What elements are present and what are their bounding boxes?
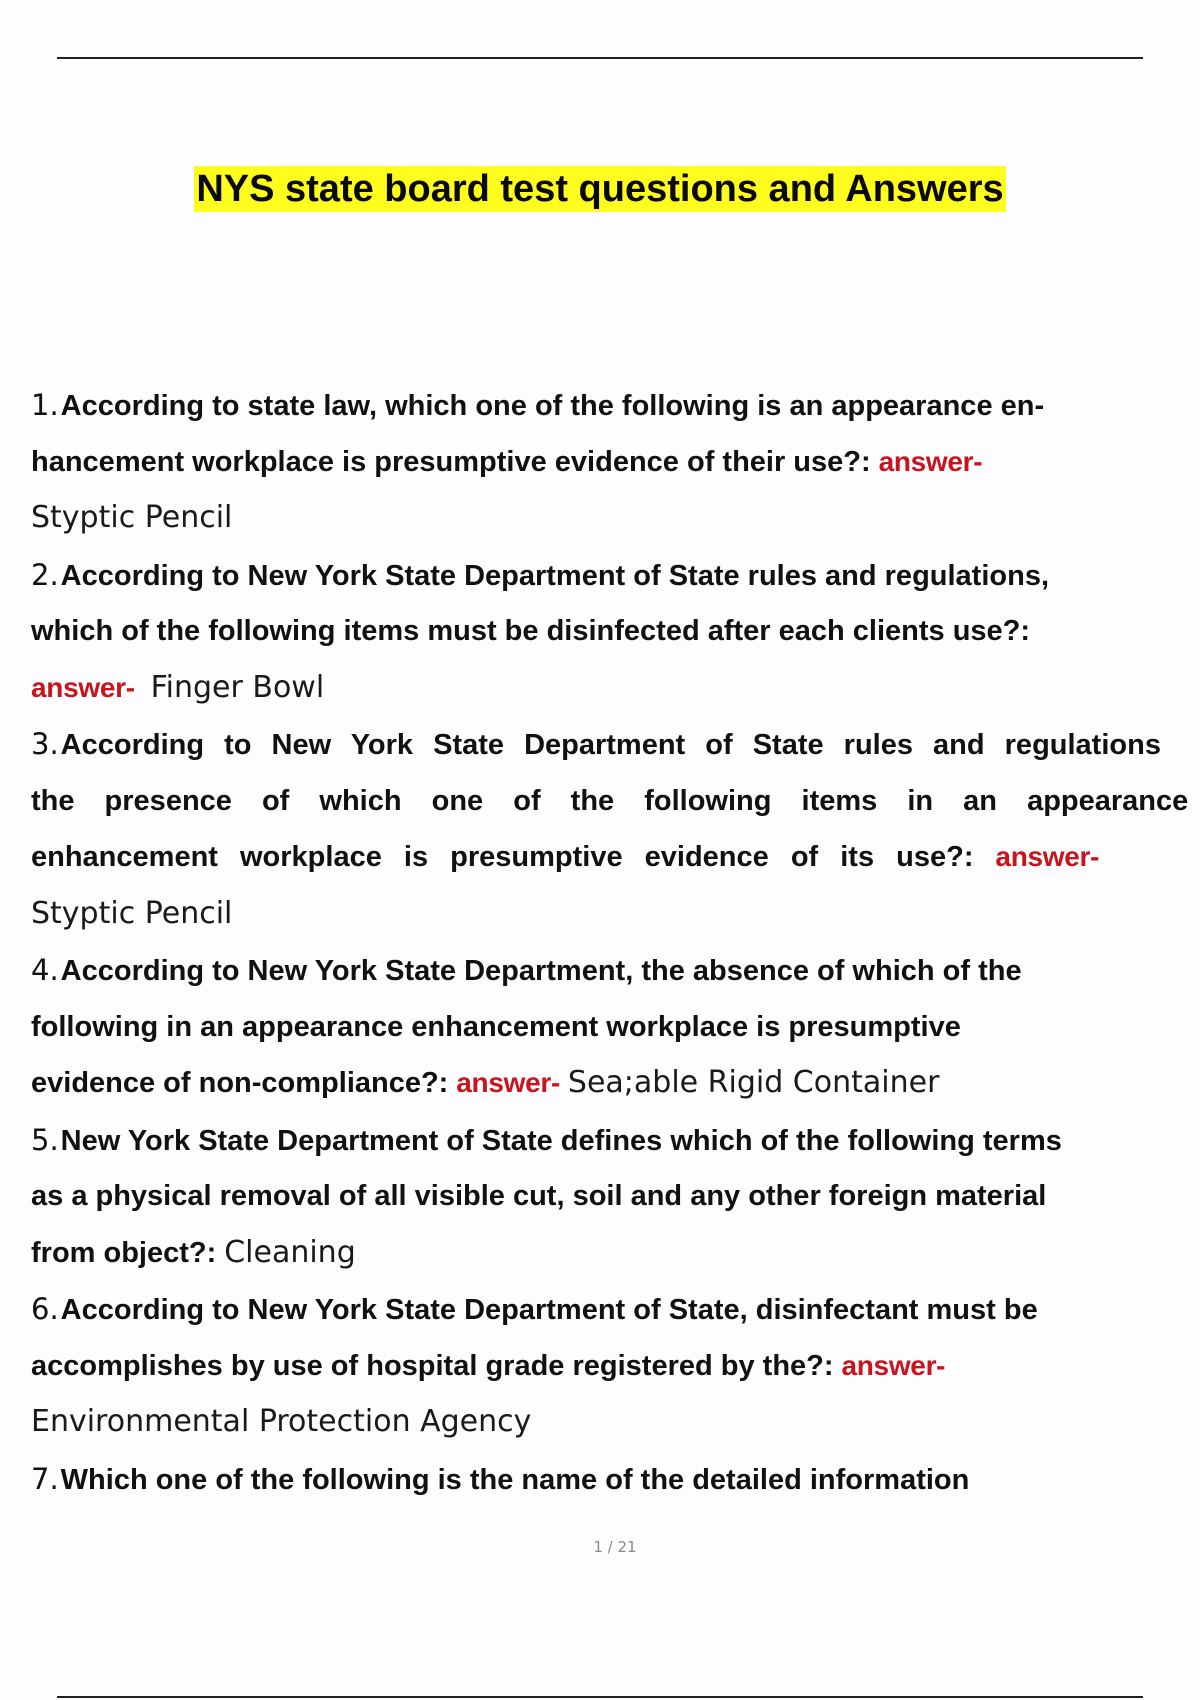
question-number: 2. <box>31 557 59 592</box>
question-number: 4. <box>31 953 59 987</box>
top-rule <box>57 57 1143 59</box>
question-text: as a physical removal of all visible cut, soil and any other foreign material <box>31 1180 1047 1212</box>
answer-label: answer- <box>31 671 135 703</box>
answer-line <box>31 660 1200 717</box>
question-text: the presence of which one of the following items in an appearance <box>31 784 1189 817</box>
question-number: 5. <box>31 1122 59 1157</box>
question-list <box>31 377 1200 1507</box>
answer-text: Cleaning <box>224 1234 356 1270</box>
answer-text: Styptic Pencil <box>31 500 233 535</box>
question-line <box>31 1055 1200 1112</box>
question-item-6 <box>31 1281 1200 1451</box>
question-item-7 <box>31 1451 1200 1508</box>
question-item-1 <box>31 377 1200 547</box>
question-text: According to New York State Department, the absence of which of the <box>60 955 1022 987</box>
answer-text: Finger Bowl <box>150 669 325 705</box>
question-number: 1. <box>31 388 59 422</box>
answer-line <box>31 1394 1200 1451</box>
answer-label: answer- <box>841 1349 946 1381</box>
question-text: which of the following items must be disinfected after each clients use?: <box>31 615 1031 647</box>
question-line <box>31 773 1200 830</box>
question-line <box>31 829 1200 886</box>
question-item-2 <box>31 547 1200 717</box>
answer-text: Environmental Protection Agency <box>31 1404 532 1439</box>
answer-line <box>31 490 1200 547</box>
question-text: According to New York State Department of State rules and regulations, <box>60 559 1050 592</box>
question-text: hancement workplace is presumptive evidence of their use?: <box>31 445 871 478</box>
document-title: NYS state board test questions and Answers <box>196 168 1004 210</box>
answer-text: Styptic Pencil <box>31 895 233 931</box>
question-text: According to state law, which one of the following is an appearance en- <box>60 390 1045 422</box>
question-line <box>31 1112 1200 1169</box>
question-text: According to New York State Department of State, disinfectant must be <box>60 1294 1038 1326</box>
question-text: from object?: <box>31 1236 217 1269</box>
question-text: accomplishes by use of hospital grade registered by the?: <box>31 1349 834 1382</box>
question-line <box>31 999 1200 1056</box>
page-indicator: 1 / 21 <box>593 1538 637 1556</box>
question-line <box>31 377 1200 434</box>
question-line <box>31 1225 1200 1282</box>
question-number: 6. <box>31 1292 59 1326</box>
question-item-4 <box>31 942 1200 1112</box>
question-item-3 <box>31 716 1200 942</box>
answer-label: answer- <box>456 1067 560 1098</box>
question-line <box>31 942 1200 999</box>
question-text: evidence of non-compliance?: <box>31 1067 449 1099</box>
question-line <box>31 716 1200 773</box>
question-line <box>31 1338 1200 1395</box>
question-line <box>31 1168 1200 1225</box>
question-text: Which one of the following is the name of the detailed information <box>60 1463 970 1496</box>
question-text: New York State Department of State defines which of the following terms <box>60 1124 1062 1157</box>
question-number: 3. <box>31 727 59 761</box>
question-text: enhancement workplace is presumptive evidence of its use?: <box>31 841 974 873</box>
question-line <box>31 1281 1200 1338</box>
title-container <box>0 166 1200 212</box>
bottom-rule <box>57 1696 1143 1698</box>
answer-line <box>31 886 1200 943</box>
question-number: 7. <box>31 1461 59 1496</box>
question-item-5 <box>31 1112 1200 1282</box>
question-line <box>31 603 1200 660</box>
answer-text: Sea;able Rigid Container <box>567 1065 940 1100</box>
question-line <box>31 547 1200 604</box>
answer-label: answer- <box>995 841 1100 872</box>
answer-label: answer- <box>878 445 983 477</box>
question-text: According to New York State Department of State rules and regulations <box>60 729 1161 761</box>
question-text: following in an appearance enhancement workplace is presumptive <box>31 1010 961 1043</box>
question-line <box>31 1451 1200 1508</box>
question-line <box>31 434 1200 491</box>
